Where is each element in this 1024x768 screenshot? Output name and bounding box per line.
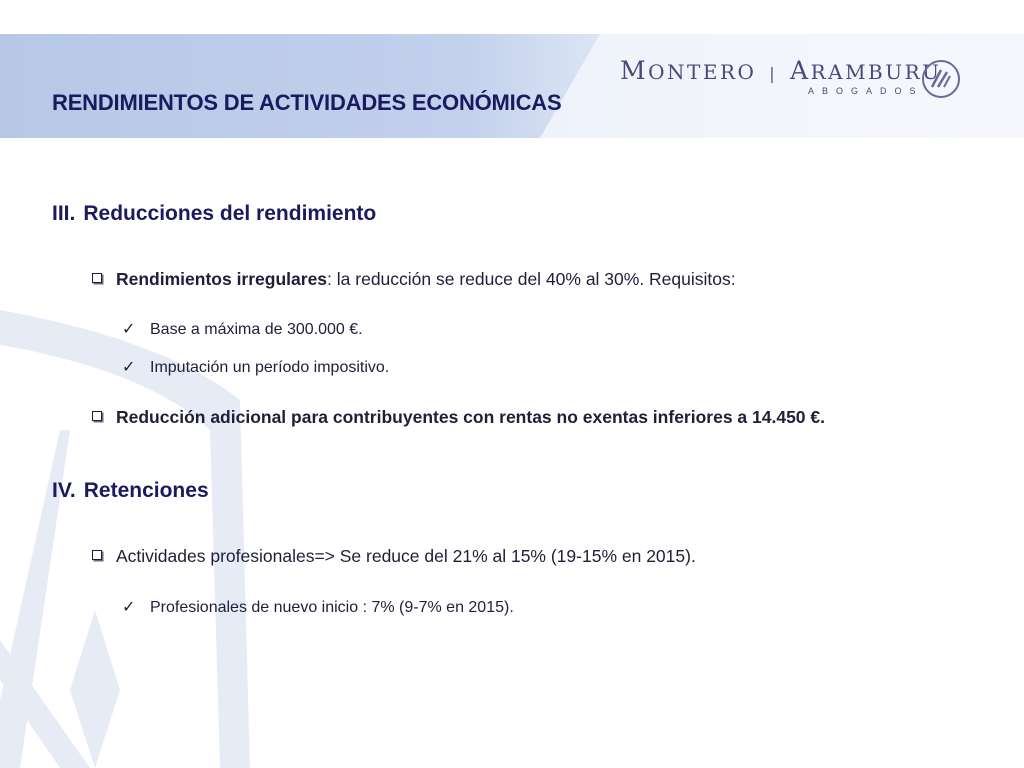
checkmark-icon: ✓ [122, 321, 136, 338]
checkmark-icon: ✓ [122, 599, 136, 616]
company-logo [620, 56, 965, 104]
sub-list-item: ✓ Profesionales de nuevo inicio : 7% (9-7% en 2015). [122, 599, 514, 616]
square-bullet-icon [92, 550, 102, 560]
list-item: Reducción adicional para contribuyentes con rentas no exentas inferiores a 14.450 €. [92, 407, 825, 428]
square-bullet-icon [92, 411, 102, 421]
sub-list-item: ✓ Imputación un período impositivo. [122, 359, 390, 376]
list-item: Actividades profesionales=> Se reduce del 21% al 15% (19-15% en 2015). [92, 546, 696, 567]
logo-subtitle: ABOGADOS [808, 86, 924, 96]
sub-list-item: ✓ Base a máxima de 300.000 €. [122, 321, 363, 338]
page-title: RENDIMIENTOS DE ACTIVIDADES ECONÓMICAS [52, 90, 562, 115]
square-bullet-icon [92, 273, 102, 283]
section-heading-retenciones: IV. Retenciones [52, 479, 209, 502]
logo-name: MONTERO | ARAMBURU [620, 56, 942, 85]
logo-mark-icon [920, 58, 962, 100]
section-heading-reducciones: III. Reducciones del rendimiento [52, 202, 377, 225]
checkmark-icon: ✓ [122, 359, 136, 376]
list-item: Rendimientos irregulares: la reducción se reduce del 40% al 30%. Requisitos: [92, 269, 736, 290]
